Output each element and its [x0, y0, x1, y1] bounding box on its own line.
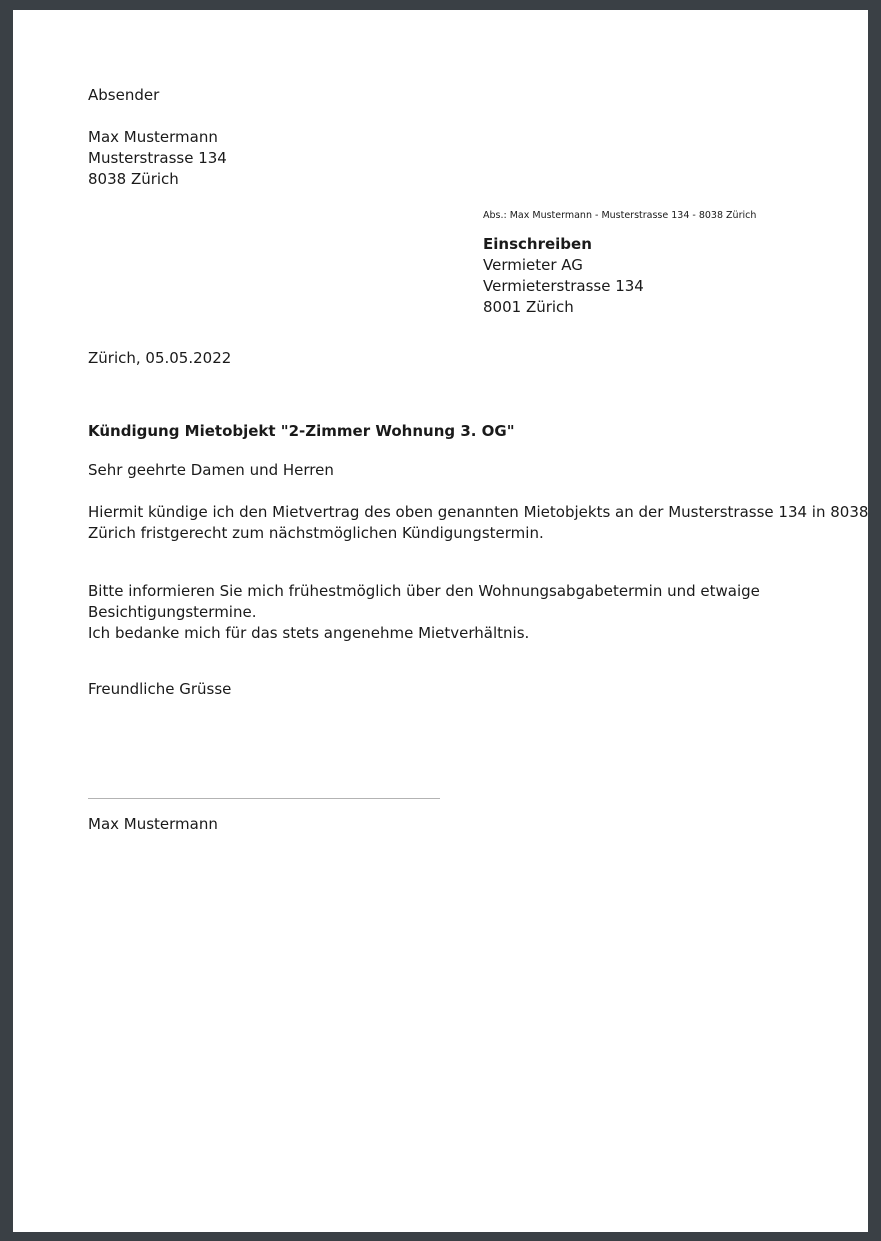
- recipient-street: Vermieterstrasse 134: [483, 277, 644, 295]
- recipient-name: Vermieter AG: [483, 256, 583, 274]
- return-address-line: Abs.: Max Mustermann - Musterstrasse 134 - 8038 Zürich: [483, 210, 757, 221]
- sender-name: Max Mustermann: [88, 128, 218, 146]
- sender-street: Musterstrasse 134: [88, 149, 227, 167]
- paragraph-2-line-2: Besichtigungstermine.: [88, 603, 257, 621]
- subject-line: Kündigung Mietobjekt "2-Zimmer Wohnung 3. OG": [88, 422, 515, 440]
- closing-phrase: Freundliche Grüsse: [88, 680, 232, 698]
- paragraph-1-line-2: Zürich fristgerecht zum nächstmöglichen Kündigungstermin.: [88, 524, 544, 542]
- sender-label: Absender: [88, 86, 160, 104]
- signature-rule: [88, 798, 440, 799]
- sender-city: 8038 Zürich: [88, 170, 179, 188]
- paragraph-2-line-1: Bitte informieren Sie mich frühestmöglich über den Wohnungsabgabetermin und etwaige: [88, 582, 760, 600]
- signature-name: Max Mustermann: [88, 815, 218, 833]
- paragraph-2-line-3: Ich bedanke mich für das stets angenehme Mietverhältnis.: [88, 624, 530, 642]
- date-line: Zürich, 05.05.2022: [88, 349, 232, 367]
- recipient-address-block: [483, 234, 644, 318]
- body-paragraph-2: [88, 581, 760, 644]
- delivery-type: Einschreiben: [483, 235, 592, 253]
- body-paragraph-1: [88, 502, 868, 544]
- paragraph-1-line-1: Hiermit kündige ich den Mietvertrag des oben genannten Mietobjekts an der Musterstrasse 134 in 8038: [88, 503, 869, 521]
- letter-page: [13, 10, 868, 1232]
- salutation: Sehr geehrte Damen und Herren: [88, 461, 334, 479]
- recipient-city: 8001 Zürich: [483, 298, 574, 316]
- sender-address-block: [88, 127, 227, 190]
